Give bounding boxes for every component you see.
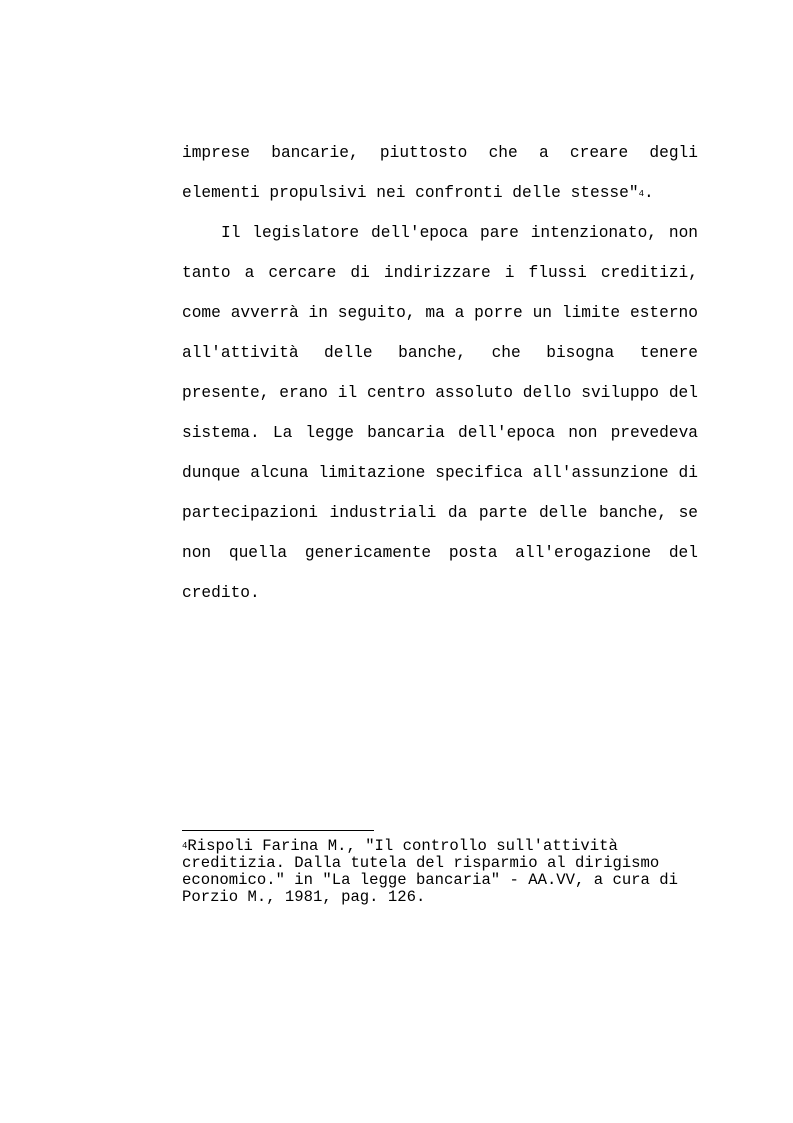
footnote-separator xyxy=(182,830,374,831)
footnote-marker: 4 xyxy=(182,841,188,851)
footnote-line: Porzio M., 1981, pag. 126. xyxy=(182,888,426,906)
body-line: Il legislatore dell'epoca pare intenzionato, non xyxy=(221,224,698,242)
body-line: partecipazioni industriali da parte delle banche, se xyxy=(182,504,698,522)
body-line: non quella genericamente posta all'erogazione del xyxy=(182,544,698,562)
footnote-reference[interactable]: 4 xyxy=(638,189,644,199)
body-line: come avverrà in seguito, ma a porre un limite esterno xyxy=(182,304,698,322)
footnote-line: economico." in "La legge bancaria" - AA.VV, a cura di xyxy=(182,871,678,889)
body-line: elementi propulsivi nei confronti delle stesse"$^4$. xyxy=(182,184,654,202)
footnote-line: $^4$Rispoli Farina M., "Il controllo sull'attività xyxy=(182,837,618,855)
body-line: tanto a cercare di indirizzare i flussi creditizi, xyxy=(182,264,698,282)
footnote-line: creditizia. Dalla tutela del risparmio al dirigismo xyxy=(182,854,660,872)
body-line: credito. xyxy=(182,584,260,602)
body-line: presente, erano il centro assoluto dello sviluppo del xyxy=(182,384,698,402)
body-line: dunque alcuna limitazione specifica all'assunzione di xyxy=(182,464,698,482)
body-line: all'attività delle banche, che bisogna tenere xyxy=(182,344,698,362)
body-line: imprese bancarie, piuttosto che a creare degli xyxy=(182,144,698,162)
body-line: sistema. La legge bancaria dell'epoca non prevedeva xyxy=(182,424,698,442)
